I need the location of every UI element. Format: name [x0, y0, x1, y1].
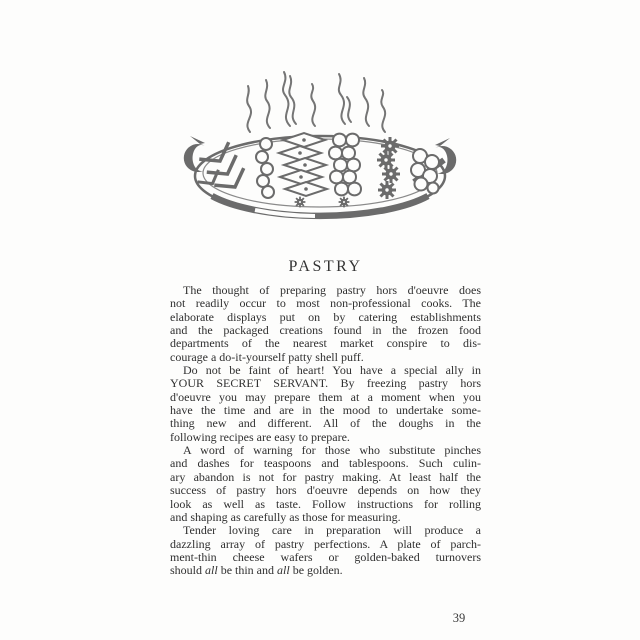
text-segment: be thin and: [217, 563, 278, 578]
paragraph-1: [170, 284, 481, 364]
diamond-pastries-icon: [279, 133, 327, 196]
text-line: have the time and are in the mood to undertake some-: [170, 403, 481, 418]
paragraph-2: [170, 364, 481, 444]
body-text: [170, 284, 481, 578]
hors-doeuvre-platter-illustration: [178, 64, 462, 222]
text-line: [170, 564, 481, 577]
page-number: 39: [452, 611, 466, 625]
text-line: Do not be faint of heart! You have a special ally in: [183, 363, 481, 378]
text-segment: be golden.: [289, 563, 343, 578]
text-segment: should: [170, 563, 206, 578]
text-line: elaborate displays put on by catering establishments: [170, 309, 481, 324]
text-line: and the packaged creations found in the frozen food: [170, 323, 481, 338]
pretzel-pastries-icon: [329, 134, 361, 196]
text-line: success of pastry hors d'oeuvre depends on how they: [170, 483, 481, 498]
text-line: thing new and different. All of the doughs in the: [170, 416, 481, 431]
steam-icon: [247, 72, 385, 132]
platter-drawing: [178, 64, 462, 222]
text-line: A word of warning for those who substitute pinches: [183, 443, 481, 458]
text-line: The thought of preparing pastry hors d'oeuvre does: [183, 283, 481, 297]
text-line: Tender loving care in preparation will produce a: [183, 523, 481, 538]
text-line: and shaping as carefully as those for measuring.: [170, 509, 401, 524]
text-line: and dashes for teaspoons and tablespoons. Such culin-: [170, 456, 481, 471]
text-segment-italic: all: [205, 563, 218, 578]
round-puffs-icon: [411, 149, 444, 194]
puff-column-icon: [256, 138, 274, 198]
chevron-pastries-icon: [198, 142, 250, 195]
text-line: look as well as taste. Follow instructions for rolling: [170, 496, 481, 511]
text-line: d'oeuvre you may prepare them at a moment when you: [170, 389, 481, 404]
star-cookies-icon: [377, 137, 400, 199]
text-segment-italic: all: [277, 563, 290, 578]
paragraph-3: [170, 444, 481, 524]
text-line: following recipes are easy to prepare.: [170, 429, 350, 444]
text-line: YOUR SECRET SERVANT. By freezing pastry hors: [170, 376, 481, 391]
text-line: ment-thin cheese wafers or golden-baked turnovers: [170, 549, 481, 564]
tray-handle-right: [435, 138, 456, 174]
tray-handle-left: [184, 136, 205, 172]
text-line: ary abandon is not for pastry making. At least half the: [170, 469, 481, 484]
text-line: not readily occur to most non-professional cooks. The: [170, 296, 481, 311]
text-line: departments of the nearest market conspire to dis-: [170, 336, 481, 351]
text-line: courage a do-it-yourself patty shell puff.: [170, 349, 364, 364]
chapter-title: PASTRY: [288, 258, 363, 275]
text-line: dazzling array of pastry perfections. A plate of parch-: [170, 536, 481, 551]
paragraph-4: [170, 524, 481, 577]
